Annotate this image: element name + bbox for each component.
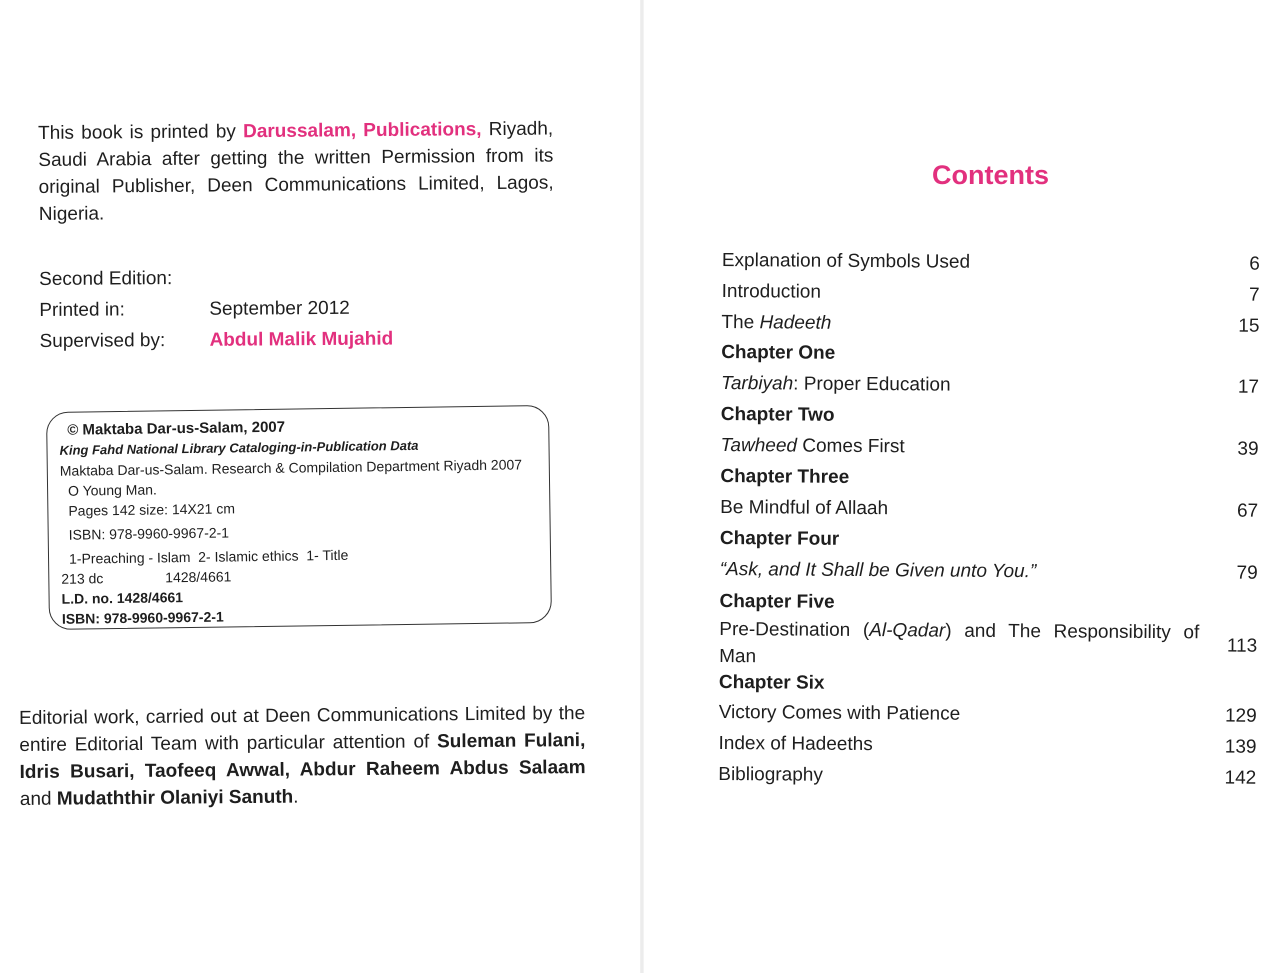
toc-label-italic: Hadeeth [759, 311, 832, 334]
toc-label-pre: Pre-Destination ( [719, 618, 870, 642]
edition-block [39, 260, 560, 357]
chapter-title: Chapter Three [720, 465, 850, 488]
chapter-heading-six [719, 669, 1257, 701]
toc-page: 6 [1249, 253, 1260, 275]
toc-label: Bibliography [718, 763, 823, 786]
edition-row [39, 260, 559, 295]
toc-label-pre: The [721, 311, 755, 333]
toc-label [721, 434, 905, 457]
toc-page: 17 [1237, 376, 1260, 398]
toc-entry-chapter-three [720, 492, 1258, 527]
toc-page: 139 [1224, 736, 1257, 758]
chapter-title: Chapter Four [719, 527, 840, 550]
printed-note [38, 116, 554, 228]
toc-label: Introduction [721, 280, 822, 303]
toc-page: 7 [1249, 284, 1260, 306]
toc-page: 67 [1236, 500, 1259, 522]
cip-copyright: © Maktaba Dar-us-Salam, 2007 [67, 418, 286, 439]
toc-entry-chapter-one [721, 368, 1259, 403]
cip-ld-no: L.D. no. 1428/4661 [61, 589, 184, 607]
toc-label-post: : Proper Education [793, 373, 951, 396]
editorial-pre: Editorial work, carried out at Deen Communications Limited by the entire Editorial Team with particular attention of [19, 703, 586, 756]
toc-entry-chapter-four [720, 554, 1258, 589]
toc-page: 39 [1237, 438, 1259, 460]
toc-label [721, 372, 951, 396]
toc-label: Be Mindful of Allaah [720, 496, 889, 519]
page-spine [640, 0, 644, 973]
toc-page: 15 [1238, 315, 1260, 337]
chapter-title: Chapter Five [719, 590, 835, 613]
chapter-heading-one [721, 338, 1259, 372]
editorial-names-2: Mudaththir Olaniyi Sanuth [56, 786, 294, 810]
toc-label: Index of Hadeeths [718, 732, 873, 755]
supervised-label: Supervised by: [39, 330, 166, 352]
cip-isbn-bold: ISBN: 978-9960-9967-2-1 [61, 608, 224, 627]
toc-page: 79 [1236, 562, 1258, 584]
cip-data-box [46, 405, 552, 630]
chapter-title: Chapter Two [720, 403, 835, 426]
toc-label-post: ) and The Responsibility of Man [719, 620, 1200, 668]
toc-label: Victory Comes with Patience [718, 701, 961, 725]
chapter-title: Chapter Six [718, 671, 825, 694]
toc-entry-index [718, 728, 1256, 763]
toc-label-italic: Tarbiyah [720, 372, 794, 395]
toc-entry-chapter-five [719, 617, 1257, 673]
toc-page: 129 [1224, 705, 1257, 727]
printed-label: Printed in: [39, 299, 125, 321]
toc-label-italic: Tawheed [720, 434, 798, 457]
printed-value: September 2012 [209, 297, 350, 320]
cip-title: O Young Man. [67, 481, 157, 499]
edition-label: Second Edition: [39, 268, 173, 290]
printed-row [39, 291, 559, 326]
toc-entry-symbols [722, 245, 1260, 280]
toc-page: 142 [1224, 767, 1257, 789]
chapter-heading-three [720, 461, 1258, 496]
toc-entry-bibliography [718, 759, 1256, 794]
toc-page: 113 [1226, 635, 1258, 657]
cip-dept: Maktaba Dar-us-Salam. Research & Compilation Department Riyadh 2007 [59, 456, 523, 479]
toc-entry-introduction [722, 276, 1260, 311]
toc-label: “Ask, and It Shall be Given unto You.” [719, 558, 1037, 582]
printed-note-post: Riyadh, Saudi Arabia after getting the written Permission from its original Publisher, Deen Communications Limited, Lagos, Nigeria. [38, 118, 554, 225]
editorial-and: and [19, 788, 52, 810]
supervised-row [39, 322, 559, 357]
toc-label [719, 616, 1199, 673]
cip-isbn: ISBN: 978-9960-9967-2-1 [68, 524, 230, 543]
cip-class-code: 213 dc [61, 570, 104, 587]
cip-pages: Pages 142 size: 14X21 cm [68, 500, 236, 519]
contents-title: Contents [932, 160, 1049, 190]
cip-class-num: 1428/4661 [165, 568, 232, 586]
cip-subjects: 1-Preaching - Islam 2- Islamic ethics 1- Title [68, 546, 349, 567]
toc-entry-chapter-six [719, 697, 1257, 732]
toc-label [721, 311, 831, 334]
chapter-heading-four [720, 523, 1258, 558]
cip-library: King Fahd National Library Cataloging-in-Publication Data [59, 437, 419, 458]
chapter-heading-two [721, 399, 1259, 434]
chapter-title: Chapter One [721, 341, 836, 364]
toc-label-post: Comes First [796, 435, 905, 457]
toc-entry-hadeeth [721, 307, 1259, 342]
publisher-name: Darussalam, Publications, [242, 119, 482, 143]
editorial-note [19, 700, 586, 813]
editorial-end: . [293, 786, 299, 808]
toc-label-italic: Al-Qadar [869, 620, 946, 642]
printed-note-pre: This book is printed by [38, 121, 236, 144]
toc-label: Explanation of Symbols Used [721, 249, 971, 273]
editorial-names-1: Suleman Fulani, Idris Busari, Taofeeq Awwal, Abdur Raheem Abdus Salaam [19, 730, 586, 783]
table-of-contents [718, 245, 1260, 794]
supervised-value: Abdul Malik Mujahid [209, 328, 394, 351]
toc-entry-chapter-two [720, 430, 1258, 465]
